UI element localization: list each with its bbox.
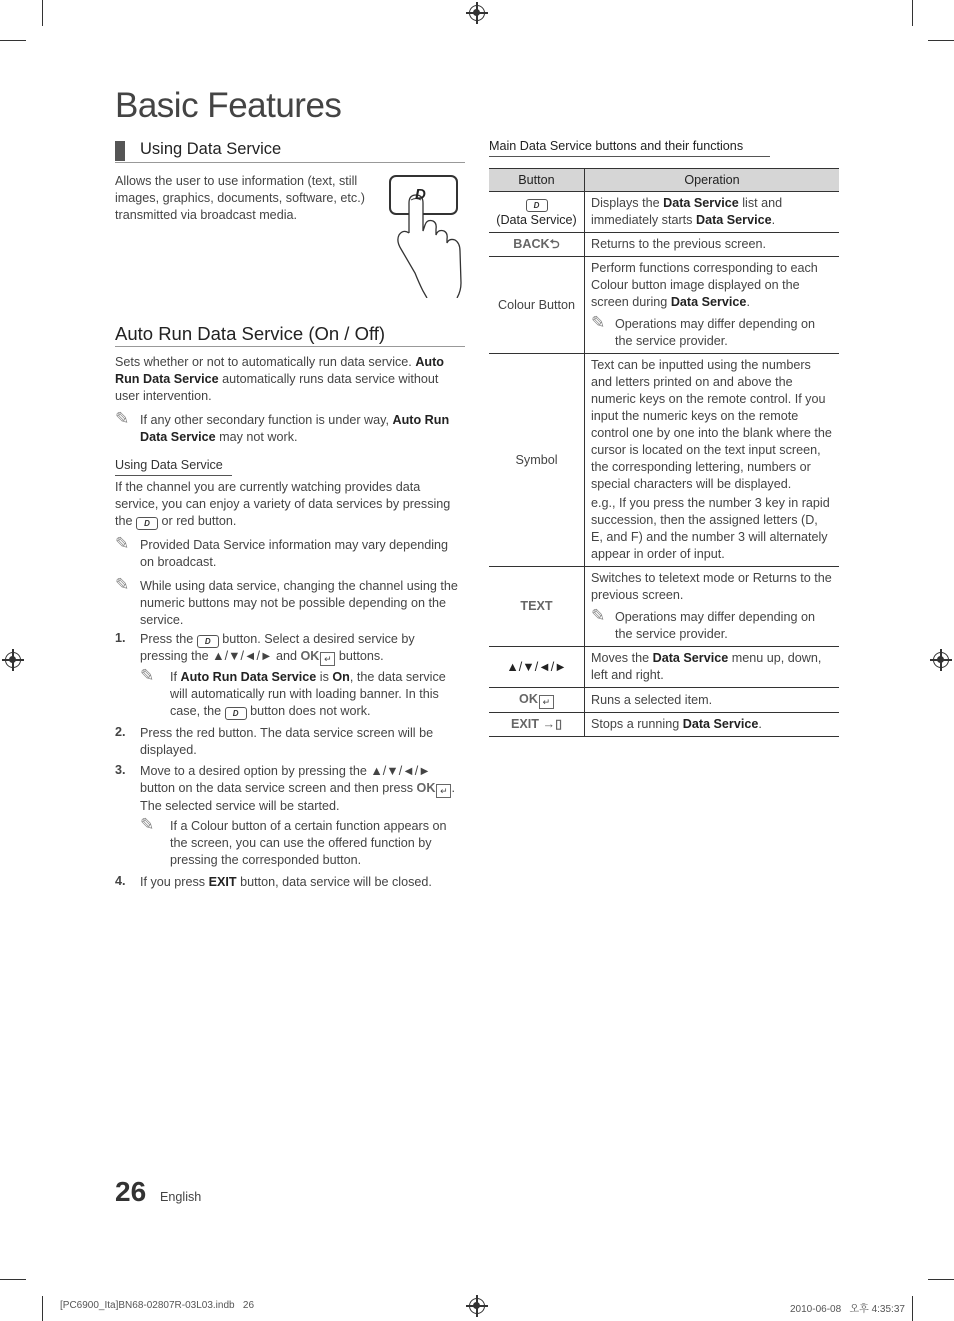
- note: ✎ While using data service, changing the channel using the numeric buttons may not be possible depending on the service.: [115, 575, 458, 627]
- step-number: 1.: [115, 631, 126, 645]
- table-row: [489, 567, 839, 647]
- auto-run-description: Sets whether or not to automatically run data service. Auto Run Data Service automatically runs data service without user intervention.: [115, 355, 444, 403]
- button-cell: BACK⮌: [489, 233, 585, 257]
- button-cell: TEXT: [489, 567, 585, 647]
- step-text: If you press EXIT button, data service will be closed.: [140, 875, 432, 889]
- d-button-icon: D: [197, 635, 219, 648]
- pencil-note-icon: ✎: [591, 313, 606, 332]
- pencil-note-icon: ✎: [115, 409, 130, 428]
- operation-cell: Displays the Data Service list and immediately starts Data Service.: [585, 192, 840, 233]
- enter-icon: ↵: [539, 695, 554, 709]
- table-header-row: [489, 169, 839, 192]
- intro-text: Allows the user to use information (text, still images, graphics, documents, software, etc.) transmitted via broadcast media.: [115, 174, 365, 222]
- button-cell: OK ↵: [489, 688, 585, 713]
- registration-mark-icon: [469, 1298, 485, 1314]
- registration-mark-icon: [5, 652, 21, 668]
- back-arrow-icon: ⮌: [549, 237, 560, 251]
- heading-rule: [115, 346, 465, 347]
- column-header: Operation: [585, 169, 840, 192]
- table-row: [489, 688, 839, 713]
- button-cell: Symbol: [489, 354, 585, 567]
- pencil-note-icon: ✎: [140, 666, 155, 685]
- caption-rule: [489, 156, 770, 157]
- section-heading: Using Data Service: [140, 140, 282, 158]
- button-cell: ▲/▼/◄/►: [489, 647, 585, 688]
- operation-cell: Stops a running Data Service.: [585, 713, 840, 737]
- crop-mark: [42, 1296, 43, 1321]
- button-cell: Colour Button: [489, 257, 585, 354]
- pencil-note-icon: ✎: [115, 575, 130, 594]
- subheading-rule: [115, 475, 232, 476]
- table-row: [489, 354, 839, 567]
- subheading: Using Data Service: [115, 458, 223, 472]
- d-button-icon: D: [225, 707, 247, 720]
- table-row: [489, 192, 839, 233]
- crop-mark: [928, 40, 954, 41]
- d-button-icon: D: [415, 186, 426, 203]
- operation-cell: Perform functions corresponding to each Colour button image displayed on the screen during Data Service. ✎ Operations may differ depending on the service provider.: [585, 257, 840, 354]
- step-number: 3.: [115, 763, 126, 777]
- crop-mark: [928, 1279, 954, 1280]
- table-row: [489, 257, 839, 354]
- step-number: 4.: [115, 874, 126, 888]
- section-heading-bar: [115, 141, 125, 161]
- page-title: Basic Features: [115, 86, 342, 125]
- button-cell: EXIT →▯: [489, 713, 585, 737]
- print-timestamp: 2010-06-08 오후 4:35:37: [790, 1304, 905, 1315]
- table-caption: Main Data Service buttons and their functions: [489, 139, 744, 153]
- table-row: [489, 233, 839, 257]
- crop-mark: [912, 0, 913, 26]
- pencil-note-icon: ✎: [591, 606, 606, 625]
- note: ✎ If a Colour button of a certain function appears on the screen, you can use the offered function by pressing the corresponded button.: [140, 815, 447, 867]
- operation-cell: Moves the Data Service menu up, down, left and right.: [585, 647, 840, 688]
- pencil-note-icon: ✎: [115, 534, 130, 553]
- using-data-service-text: If the channel you are currently watching provides data service, you can enjoy a variety of data services by pressing the D or red button.: [115, 480, 451, 528]
- operation-cell: Returns to the previous screen.: [585, 233, 840, 257]
- heading-rule: [115, 162, 465, 163]
- column-header: Button: [489, 169, 585, 192]
- language-label: English: [160, 1190, 202, 1204]
- exit-icon: →▯: [542, 717, 563, 731]
- remote-hand-illustration: [385, 173, 465, 298]
- registration-mark-icon: [933, 652, 949, 668]
- step-text: Press the D button. Select a desired service by pressing the ▲/▼/◄/► and OK ↵ buttons.: [140, 632, 415, 664]
- d-button-icon: D: [526, 199, 548, 212]
- pencil-note-icon: ✎: [140, 815, 155, 834]
- section-heading: Auto Run Data Service (On / Off): [115, 323, 386, 344]
- page-number: 26: [115, 1176, 147, 1207]
- step-text: Press the red button. The data service screen will be displayed.: [140, 726, 434, 757]
- step-text: Move to a desired option by pressing the ▲/▼/◄/► button on the data service screen and then press OK ↵ . The selected service will be started.: [140, 764, 455, 813]
- enter-icon: ↵: [320, 652, 335, 666]
- table-row: [489, 647, 839, 688]
- print-file-info: [PC6900_Ita]BN68-02807R-03L03.indb 26: [60, 1300, 255, 1311]
- crop-mark: [42, 0, 43, 26]
- table-row: [489, 713, 839, 737]
- note: ✎ Provided Data Service information may vary depending on broadcast.: [115, 534, 449, 569]
- note: ✎ If any other secondary function is under way, Auto Run Data Service may not work.: [115, 409, 450, 444]
- operation-cell: Text can be inputted using the numbers and letters printed on and above the numeric keys on the remote control. If you input the numeric keys on the remote control one by one into the blank where the cursor is located on the text input screen, the corresponding lettering, numbers or special characters will be displayed. e.g., If you press the number 3 key in rapid succession, then the assigned letters (D, E, and F) and the number 3 will alternately appear in order of input.: [585, 354, 840, 567]
- button-cell: D (Data Service): [489, 192, 585, 233]
- operation-cell: Switches to teletext mode or Returns to the previous screen. ✎ Operations may differ depending on the service provider.: [585, 567, 840, 647]
- crop-mark: [912, 1296, 913, 1321]
- note: ✎ If Auto Run Data Service is On, the data service will automatically run with loading banner. In this case, the D button does not work.: [140, 666, 446, 718]
- d-button-icon: D: [136, 517, 158, 530]
- operations-table: [489, 168, 839, 737]
- step-number: 2.: [115, 725, 126, 739]
- crop-mark: [0, 40, 26, 41]
- enter-icon: ↵: [436, 784, 451, 798]
- operation-cell: Runs a selected item.: [585, 688, 840, 713]
- crop-mark: [0, 1279, 26, 1280]
- registration-mark-icon: [469, 5, 485, 21]
